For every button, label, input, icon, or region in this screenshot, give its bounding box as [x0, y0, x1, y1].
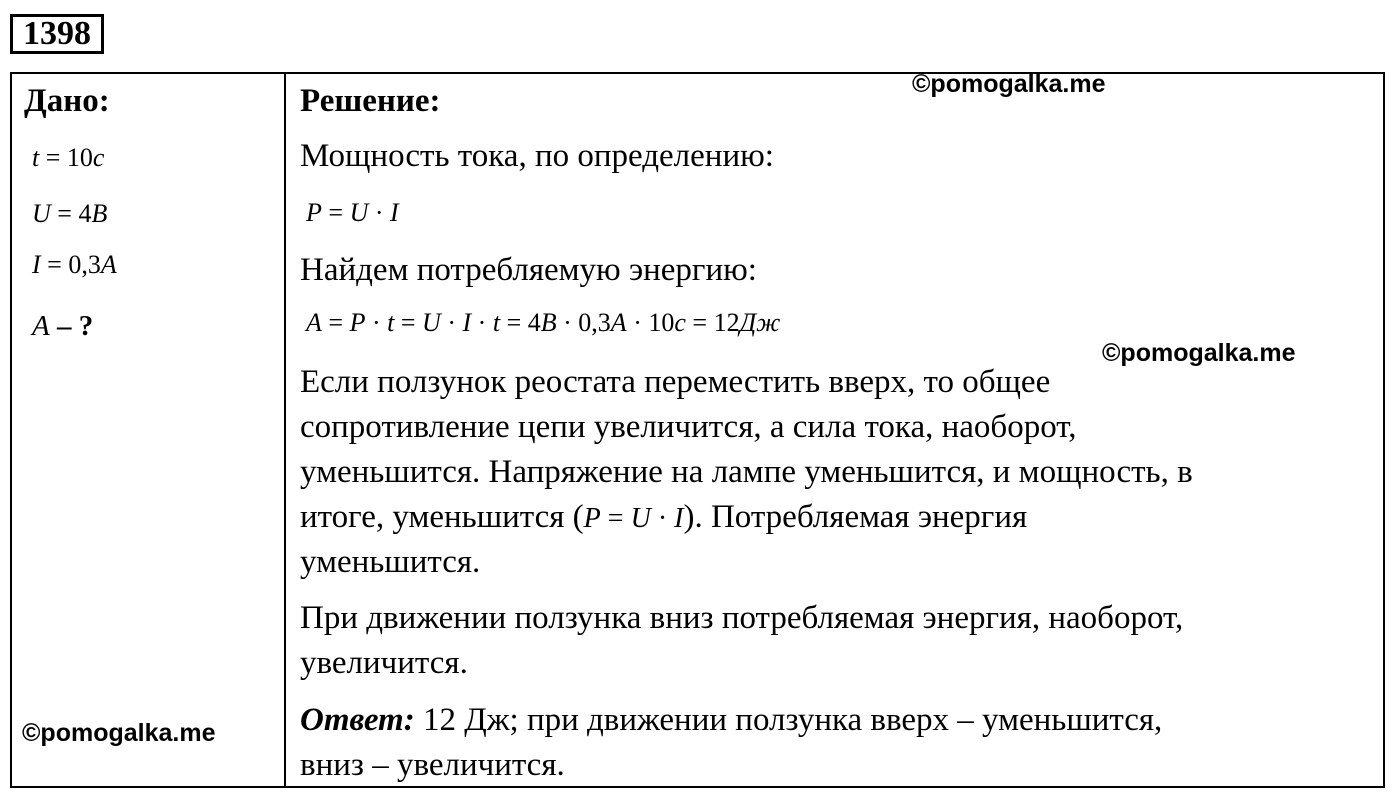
answer-line-1: Ответ: 12 Дж; при движении ползунка вверх – уменьшится, [300, 702, 1163, 738]
column-divider [284, 72, 286, 788]
formula-energy: A = P · t = U · I · t = 4B · 0,3A · 10c = 12Дж [306, 308, 781, 337]
problem-number: 1398 [10, 14, 104, 54]
solution-line-power-definition: Мощность тока, по определению: [300, 138, 774, 174]
given-time: t = 10c [32, 143, 105, 172]
paragraph-slider-down-line-2: увеличится. [300, 645, 468, 681]
given-heading: Дано: [24, 83, 110, 119]
answer-line-2: вниз – увеличится. [300, 747, 565, 783]
watermark-middle: ©pomogalka.me [1102, 339, 1296, 367]
given-voltage: U = 4B [32, 199, 108, 228]
given-current: I = 0,3A [32, 250, 117, 279]
solution-heading: Решение: [300, 83, 441, 119]
inline-formula-power: P = U · I [583, 503, 684, 534]
paragraph-slider-up-line-1: Если ползунок реостата переместить вверх, то общее [300, 364, 1051, 400]
solution-line-find-energy: Найдем потребляемую энергию: [300, 252, 757, 288]
paragraph-slider-down-line-1: При движении ползунка вниз потребляемая энергия, наоборот, [300, 600, 1184, 636]
formula-power: P = U · I [306, 198, 399, 227]
paragraph-slider-up-line-2: сопротивление цепи увеличится, а сила тока, наоборот, [300, 409, 1077, 445]
watermark-top: ©pomogalka.me [912, 70, 1106, 98]
paragraph-slider-up-line-5: уменьшится. [300, 544, 481, 580]
answer-label: Ответ: [300, 702, 415, 738]
given-unknown: A – ? [32, 310, 94, 342]
watermark-bottom-left: ©pomogalka.me [22, 719, 216, 747]
paragraph-slider-up-line-3: уменьшится. Напряжение на лампе уменьшится, и мощность, в [300, 454, 1193, 490]
paragraph-slider-up-line-4: итоге, уменьшится (P = U · I). Потребляемая энергия [300, 499, 1028, 535]
